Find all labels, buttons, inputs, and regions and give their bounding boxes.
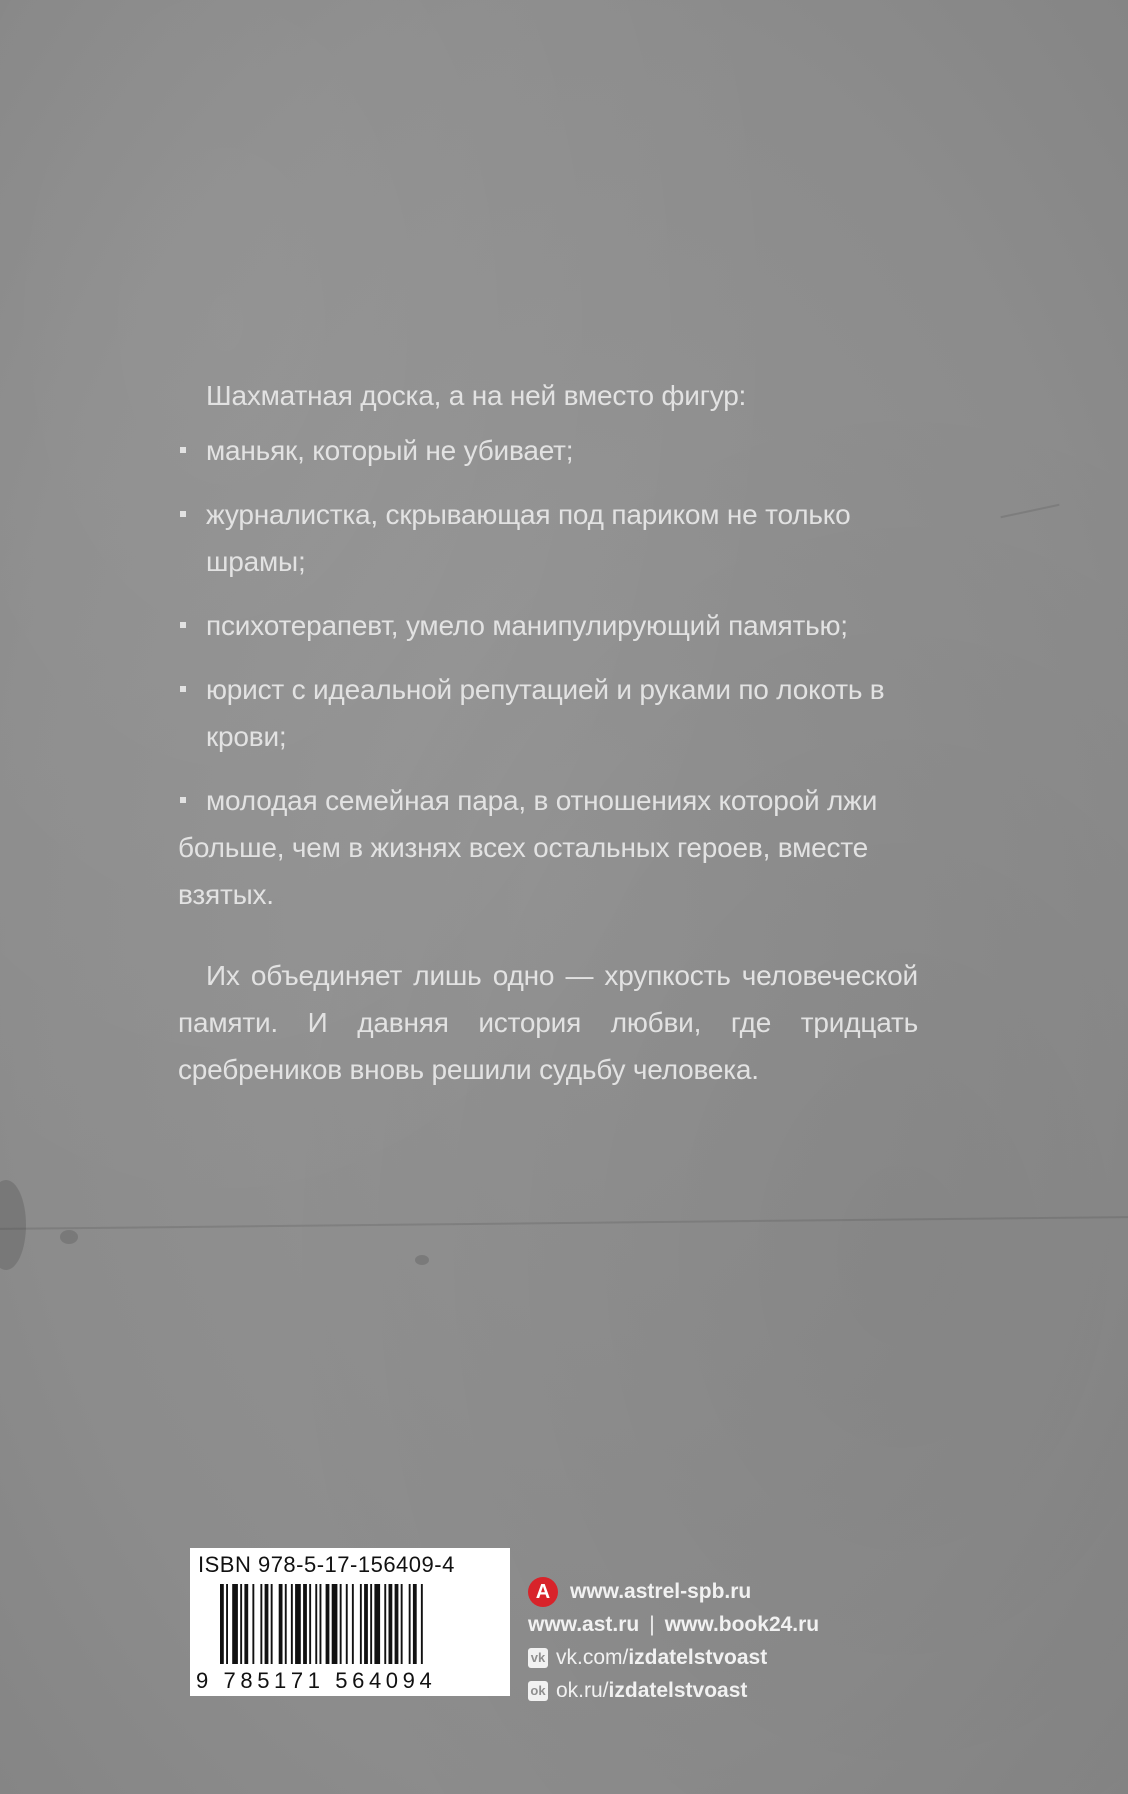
isbn-barcode (190, 1548, 510, 1696)
description-intro: Шахматная доска, а на ней вместо фигур: (206, 380, 747, 411)
ast-logo-icon: A (528, 1577, 558, 1607)
character-list (178, 427, 918, 918)
bullet-marker (180, 511, 186, 517)
ok-row (528, 1676, 819, 1706)
bullet-marker (180, 797, 186, 803)
bullet-marker (180, 447, 186, 453)
barcode-bars (220, 1584, 490, 1664)
list-item: журналистка, скрывающая под париком не только шрамы; (178, 491, 918, 585)
list-item: маньяк, который не убивает; (178, 427, 918, 474)
paper-crease (0, 1216, 1128, 1230)
book-description (178, 372, 918, 1121)
list-item: психотерапевт, умело манипулирующий памятью; (178, 602, 918, 649)
book24-link[interactable]: www.book24.ru (664, 1613, 820, 1636)
publisher-links-row (528, 1610, 819, 1640)
isbn-label: ISBN 978-5-17-156409-4 (198, 1552, 455, 1577)
list-item: юрист с идеальной репутацией и руками по локоть в крови; (178, 666, 918, 760)
vk-link[interactable]: vk.com/izdatelstvoast (556, 1646, 768, 1669)
bullet-marker (180, 622, 186, 628)
publisher-site-row (528, 1577, 819, 1607)
list-item: молодая семейная пара, в отношениях которой лжи больше, чем в жизнях всех остальных героев, вместе взятых. (178, 785, 878, 910)
ok-icon: ok (528, 1681, 548, 1701)
ast-link[interactable]: www.ast.ru (528, 1613, 640, 1636)
paper-stain (60, 1230, 78, 1244)
bullet-marker (180, 686, 186, 692)
paper-stain (415, 1255, 429, 1265)
description-paragraph: Их объединяет лишь одно — хрупкость человеческой памяти. И давняя история любви, где тридцать сребреников вновь решили судьбу человека. (178, 960, 918, 1085)
paper-scratch (1000, 504, 1059, 518)
ok-link[interactable]: ok.ru/izdatelstvoast (556, 1679, 748, 1702)
paper-stain (0, 1180, 26, 1270)
vk-icon: vk (528, 1648, 548, 1668)
barcode-digits: 9 785171 564094 (196, 1668, 437, 1693)
link-separator: | (649, 1613, 655, 1636)
astrel-link[interactable]: www.astrel-spb.ru (570, 1580, 752, 1603)
vk-row (528, 1643, 819, 1673)
publisher-info (528, 1577, 819, 1706)
